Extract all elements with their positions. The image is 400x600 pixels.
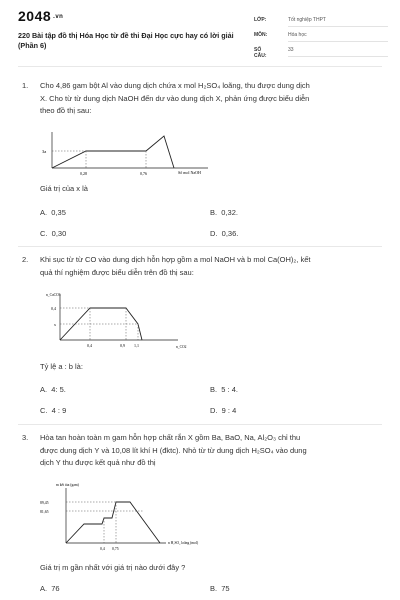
option-b[interactable]: B. 75 [210,584,230,593]
question-1-prompt: Giá trị của x là [40,184,88,193]
x-tick-label: 1,1 [134,343,139,348]
question-1-chart [38,130,218,182]
y-axis-label: m kết tủa (gam) [56,483,79,487]
question-number: 3. [22,433,29,442]
x-tick-label: 0,9 [120,343,125,348]
document-title: 220 Bài tập đồ thị Hóa Học từ đề thi Đại Học cực hay có lời giải (Phần 6) [18,31,234,50]
option-c[interactable]: C. 4 : 9 [40,406,67,415]
option-a[interactable]: A. 0,35 [40,208,66,217]
x-tick-label: 0,28 [80,171,87,176]
question-line: Cho 4,86 gam bột Al vào dung dịch chứa x mol H₂SO₄ loãng, thu được dung dịch [40,81,310,90]
x-tick-label: 0,75 [112,547,119,551]
question-3 [22,432,378,472]
data-line [66,502,160,543]
y-tick-label: x [54,322,56,327]
question-3-chart [36,478,226,558]
site-logo[interactable]: 2048 .vn [18,8,64,24]
x-tick-label: 0,4 [100,547,105,551]
question-line: theo đồ thị sau: [40,106,92,115]
option-d[interactable]: D. 0,36. [210,229,239,238]
y-tick-label: 0,4 [51,306,56,311]
x-axis-label: Số mol NaOH [178,170,201,175]
x-tick-label: 0,4 [87,343,92,348]
y-tick-label: 3a [42,149,47,154]
question-2-prompt: Tỷ lệ a : b là: [40,362,83,371]
question-1 [22,80,378,120]
option-a[interactable]: A. 4: 5. [40,385,66,394]
option-b[interactable]: B. 0,32. [210,208,238,217]
option-a[interactable]: A. 76 [40,584,60,593]
header-divider [18,66,382,67]
question-divider [18,246,382,247]
question-divider [18,424,382,425]
y-tick-label: 89,45 [40,501,49,505]
option-c[interactable]: C. 0,30 [40,229,67,238]
question-2 [22,254,378,282]
y-axis-label: n_CaCO3 [46,293,61,297]
question-number: 1. [22,81,29,90]
data-line [52,136,174,168]
question-number: 2. [22,255,29,264]
question-line: được dung dịch Y và 10,08 lít khí H (đktc). Nhỏ từ từ dung dịch H₂SO₄ vào dung [40,445,307,455]
question-2-chart [38,290,198,358]
question-line: X. Cho từ từ dung dịch NaOH đến dư vào dung dịch X, phản ứng được biểu diễn [40,93,310,103]
option-d[interactable]: D. 9 : 4 [210,406,237,415]
question-line: quả thí nghiệm được biểu diễn trên đồ thị sau: [40,267,194,277]
x-tick-label: 0,76 [140,171,147,176]
x-axis-label: n_CO2 [176,345,187,349]
question-line: Hòa tan hoàn toàn m gam hỗn hợp chất rắn X gồm Ba, BaO, Na, Al₂O₃ chỉ thu [40,433,301,442]
page-header: 2048 .vn 220 Bài tập đồ thị Hóa Học từ đề thi Đại Học cực hay có lời giải (Phần 6) LỚP: Tốt nghiệp THPT MÔN: Hóa học SỐ CÂU: 33 [0,0,400,62]
question-line: Khi sục từ từ CO vào dung dịch hỗn hợp gồm a mol NaOH và b mol Ca(OH)₂, kết [40,255,311,264]
question-3-prompt: Giá trị m gần nhất với giá trị nào dưới đây ? [40,563,186,572]
x-axis-label: n H₂SO₄ loãng (mol) [168,541,199,545]
question-line: dịch Y thu được kết quả như đồ thị [40,458,156,467]
option-b[interactable]: B. 5 : 4. [210,385,238,394]
y-tick-label: 81,65 [40,510,49,514]
